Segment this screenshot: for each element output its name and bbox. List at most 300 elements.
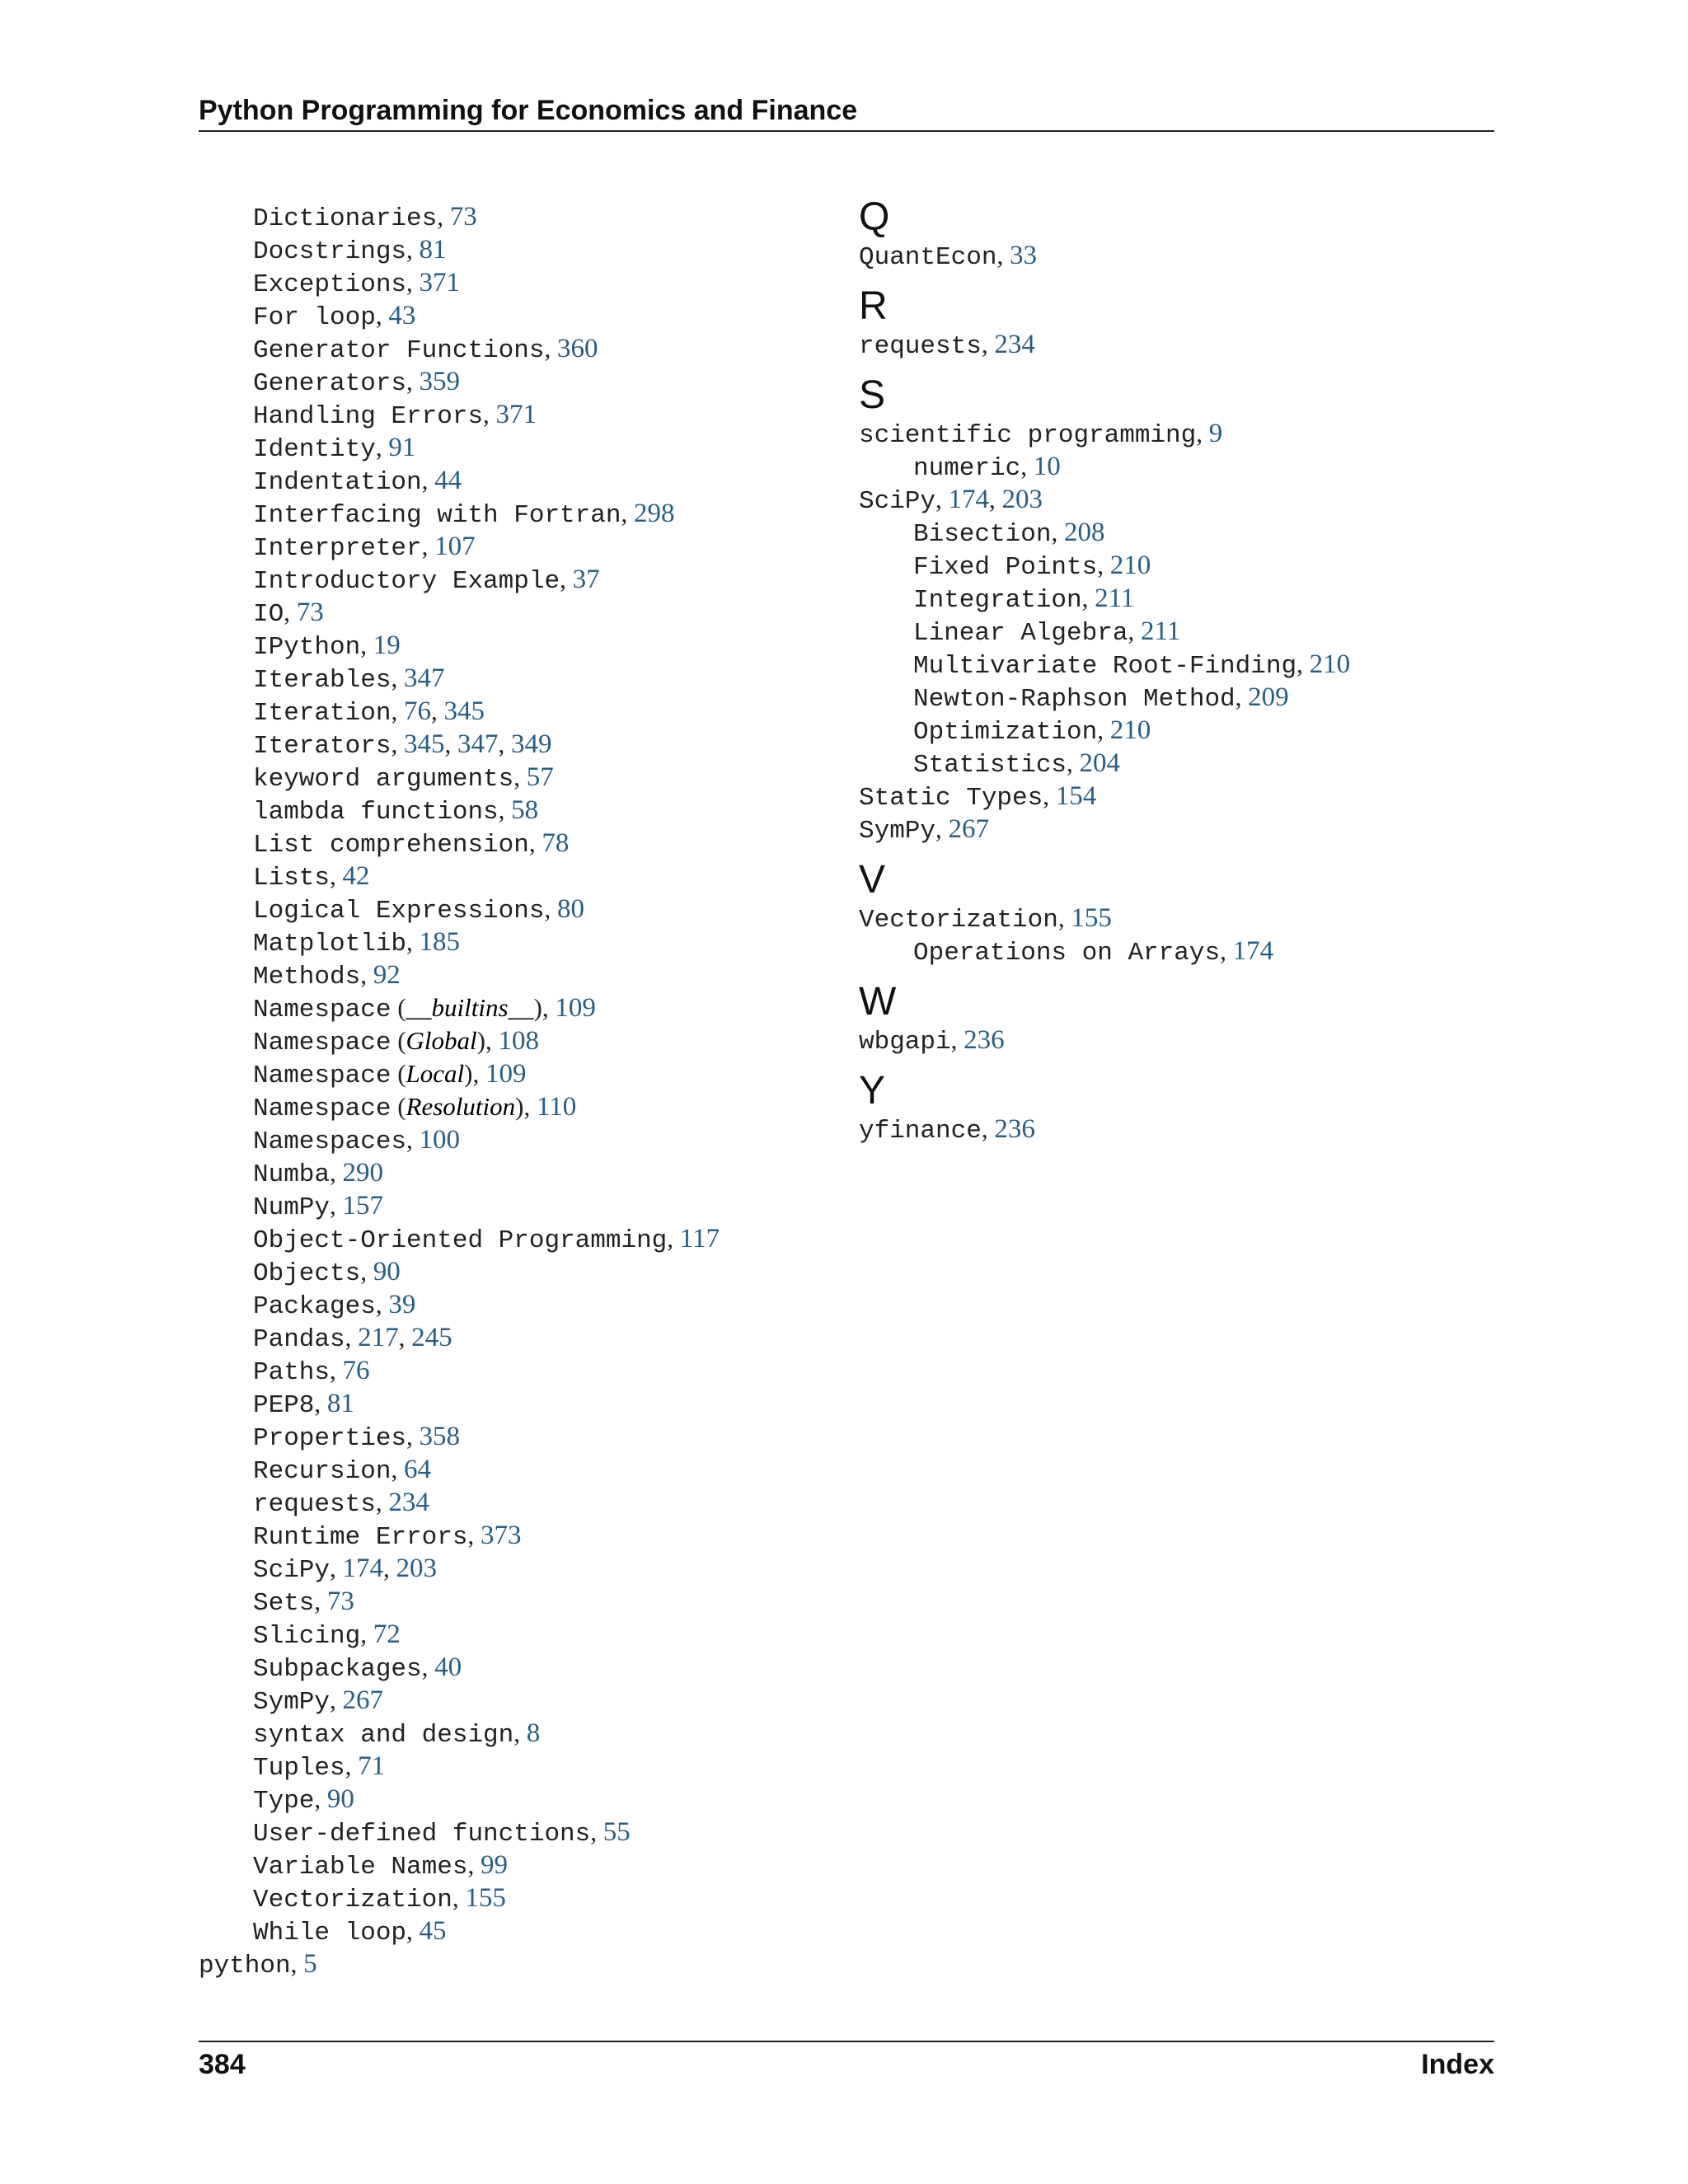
- index-term: Slicing: [253, 1622, 361, 1651]
- index-term: Namespace: [253, 1062, 392, 1090]
- index-letter-heading: V: [859, 858, 886, 902]
- page-link[interactable]: 45: [419, 1916, 447, 1946]
- page-references: [284, 598, 324, 626]
- page-link[interactable]: 117: [679, 1224, 720, 1254]
- page-link[interactable]: 290: [342, 1158, 384, 1188]
- index-subentry: [199, 893, 720, 926]
- page-references: [422, 532, 476, 560]
- page-references: [544, 894, 584, 923]
- index-subentry: [199, 794, 720, 827]
- page-references: [360, 630, 401, 659]
- page-references: [406, 268, 460, 297]
- page-references: [467, 1850, 508, 1879]
- page-separator: ,: [406, 1916, 420, 1945]
- page-separator: ,: [391, 696, 404, 725]
- index-term: Paths: [253, 1358, 331, 1387]
- page-references: [1236, 682, 1289, 711]
- index-term: requests: [859, 332, 982, 361]
- page-separator: ,: [406, 927, 420, 956]
- index-term: Interpreter: [253, 534, 422, 563]
- index-term: Interfacing with Fortran: [253, 501, 621, 530]
- page-references: [314, 1784, 354, 1813]
- page-link[interactable]: 345: [403, 729, 445, 759]
- page-link[interactable]: 39: [388, 1290, 416, 1319]
- page-references: [467, 1521, 521, 1549]
- page-references: [422, 466, 462, 494]
- page-references: [360, 960, 401, 989]
- qualifier-close-paren: ): [515, 1092, 524, 1121]
- page-references: [590, 1817, 631, 1846]
- index-subentry: [199, 464, 720, 497]
- page-link[interactable]: 236: [964, 1025, 1005, 1055]
- page-link[interactable]: 347: [457, 729, 499, 759]
- page-separator: ,: [485, 1026, 499, 1055]
- page-link[interactable]: 345: [443, 696, 485, 726]
- index-subentry: [199, 233, 720, 266]
- index-term: Type: [253, 1787, 315, 1816]
- index-term: Namespaces: [253, 1127, 407, 1156]
- index-term: numeric: [913, 454, 1021, 483]
- page-separator: ,: [1051, 518, 1064, 546]
- page-separator: ,: [544, 894, 557, 923]
- index-subentry: [199, 398, 720, 431]
- index-subentry: [199, 1684, 720, 1717]
- page-link[interactable]: 347: [403, 663, 445, 693]
- index-subentry: [199, 530, 720, 563]
- page-separator: ,: [542, 993, 556, 1022]
- index-subentry: [199, 596, 720, 629]
- index-entry: [859, 780, 1350, 813]
- index-term: python: [199, 1952, 291, 1980]
- index-term: Sets: [253, 1589, 315, 1618]
- index-subentry: [199, 860, 720, 893]
- page-separator: ,: [467, 1850, 481, 1879]
- index-term: SciPy: [253, 1556, 331, 1585]
- page-separator: ,: [544, 334, 557, 363]
- page-link[interactable]: 78: [542, 828, 570, 858]
- page-references: [406, 1125, 460, 1154]
- index-term: Logical Expressions: [253, 897, 545, 926]
- page-references: [291, 1949, 317, 1978]
- index-subentry: [199, 1288, 720, 1321]
- index-term: SciPy: [859, 487, 936, 516]
- page-references: [360, 1257, 401, 1286]
- page-separator: ,: [513, 762, 527, 791]
- index-subentry: [199, 1420, 720, 1453]
- page-separator: ,: [590, 1817, 603, 1846]
- page-link[interactable]: 72: [373, 1619, 401, 1649]
- index-term: Methods: [253, 963, 361, 991]
- page-references: [1051, 518, 1104, 546]
- page-link[interactable]: 373: [480, 1521, 522, 1550]
- index-term: Dictionaries: [253, 204, 438, 233]
- page-separator: ,: [523, 1092, 537, 1121]
- index-entry: [859, 239, 1350, 272]
- index-entry: [859, 483, 1350, 516]
- index-term: Newton-Raphson Method: [913, 685, 1236, 714]
- page-link[interactable]: 267: [342, 1685, 384, 1715]
- page-separator: ,: [314, 1784, 327, 1813]
- page-separator: ,: [989, 485, 1002, 513]
- page-references: [406, 1422, 460, 1451]
- page-separator: ,: [345, 1323, 359, 1352]
- index-entry: [859, 1024, 1350, 1057]
- page-separator: ,: [498, 729, 511, 758]
- page-references: [391, 1455, 431, 1483]
- qualifier-close-paren: ): [464, 1059, 473, 1088]
- page-separator: ,: [406, 235, 420, 264]
- page-link[interactable]: 90: [373, 1257, 401, 1286]
- page-link[interactable]: 76: [342, 1356, 370, 1385]
- page-link[interactable]: 208: [1063, 518, 1105, 547]
- page-references: [529, 828, 570, 857]
- index-subentry: [199, 662, 720, 695]
- page-separator: ,: [360, 1619, 373, 1648]
- page-link[interactable]: 234: [388, 1488, 429, 1517]
- page-link[interactable]: 81: [419, 235, 447, 265]
- page-references: [314, 1389, 354, 1418]
- page-link[interactable]: 154: [1055, 781, 1097, 811]
- page-link[interactable]: 109: [485, 1059, 527, 1089]
- page-references: [667, 1224, 720, 1253]
- index-term: Packages: [253, 1292, 376, 1321]
- page-references: [376, 1290, 416, 1319]
- page-references: [437, 202, 477, 231]
- page-link[interactable]: 99: [480, 1850, 508, 1880]
- index-subentry: [199, 991, 720, 1024]
- page-link[interactable]: 81: [326, 1389, 354, 1418]
- index-term: Objects: [253, 1259, 361, 1288]
- page-references: [452, 1883, 506, 1912]
- page-separator: ,: [330, 1356, 343, 1385]
- page-separator: ,: [1081, 583, 1095, 612]
- index-subentry: [199, 728, 720, 761]
- page-references: [935, 485, 1043, 513]
- page-references: [621, 499, 674, 527]
- page-link[interactable]: 360: [556, 334, 598, 363]
- page-link[interactable]: 185: [419, 927, 461, 957]
- index-letter-heading: S: [859, 373, 886, 417]
- page-link[interactable]: 58: [511, 795, 539, 825]
- page-link[interactable]: 44: [434, 466, 462, 495]
- index-subentry: [859, 615, 1350, 648]
- qualifier-open-paren: (: [391, 1092, 406, 1121]
- page-references: [523, 1092, 576, 1121]
- index-subentry: [199, 563, 720, 596]
- page-references: [330, 1158, 383, 1187]
- page-link[interactable]: 210: [1109, 551, 1151, 580]
- index-right-column: [859, 190, 1350, 1159]
- page-link[interactable]: 371: [495, 400, 537, 429]
- index-subentry: [199, 1849, 720, 1882]
- index-letter-group: [859, 285, 1350, 361]
- page-separator: ,: [314, 1389, 327, 1418]
- index-subentry: [199, 1024, 720, 1057]
- index-term: Namespace: [253, 1094, 392, 1123]
- page-separator: ,: [360, 960, 373, 989]
- page-link[interactable]: 73: [326, 1586, 354, 1616]
- index-letter-heading: W: [859, 980, 897, 1024]
- page-separator: ,: [330, 1191, 343, 1220]
- page-separator: ,: [330, 1685, 343, 1714]
- index-term: yfinance: [859, 1117, 982, 1146]
- page-link[interactable]: 174: [948, 485, 990, 514]
- index-term: Generator Functions: [253, 336, 545, 365]
- page-references: [1220, 936, 1273, 965]
- page-separator: ,: [437, 202, 450, 231]
- page-separator: ,: [1057, 903, 1071, 932]
- page-link[interactable]: 371: [419, 268, 461, 298]
- index-subentry: [859, 935, 1350, 968]
- page-references: [391, 696, 485, 725]
- page-separator: ,: [284, 598, 297, 626]
- index-term: Recursion: [253, 1457, 392, 1486]
- index-subentry: [199, 761, 720, 794]
- page-references: [406, 927, 460, 956]
- index-subentry: [859, 549, 1350, 582]
- index-letter-group: [859, 196, 1350, 272]
- page-references: [472, 1059, 526, 1088]
- index-term: Introductory Example: [253, 567, 560, 596]
- index-subentry: [199, 1453, 720, 1486]
- index-subentry: [199, 332, 720, 365]
- index-term: Static Types: [859, 784, 1043, 813]
- index-letter-group: [859, 374, 1350, 846]
- page-link[interactable]: 71: [358, 1751, 386, 1781]
- index-letter-heading: R: [859, 284, 888, 328]
- page-separator: ,: [421, 1652, 435, 1681]
- page-link[interactable]: 204: [1079, 748, 1121, 778]
- page-link[interactable]: 267: [948, 814, 990, 844]
- page-link[interactable]: 211: [1140, 616, 1181, 646]
- page-references: [376, 301, 416, 330]
- index-entry: [859, 813, 1350, 846]
- page-separator: ,: [528, 828, 542, 857]
- page-references: [996, 241, 1037, 269]
- page-link[interactable]: 55: [603, 1817, 631, 1847]
- page-references: [1020, 452, 1061, 480]
- page-references: [391, 663, 444, 692]
- index-term: Handling Errors: [253, 402, 484, 431]
- page-link[interactable]: 92: [373, 960, 401, 990]
- page-references: [513, 762, 554, 791]
- index-subentry: [199, 1255, 720, 1288]
- page-link[interactable]: 217: [358, 1323, 399, 1352]
- page-separator: ,: [513, 1718, 527, 1747]
- index-subentry: [199, 431, 720, 464]
- page-references: [406, 235, 447, 264]
- page-references: [376, 1488, 429, 1516]
- page-separator: ,: [406, 268, 420, 297]
- index-subentry: [199, 1222, 720, 1255]
- page-separator: ,: [360, 630, 373, 659]
- index-subentry: [199, 1090, 720, 1123]
- index-subentry: [199, 1189, 720, 1222]
- page-link[interactable]: 358: [419, 1422, 461, 1451]
- page-separator: ,: [383, 1554, 396, 1582]
- page-separator: ,: [375, 1488, 389, 1516]
- index-term: Iteration: [253, 699, 392, 728]
- page-references: [951, 1025, 1005, 1054]
- page-link[interactable]: 107: [434, 532, 476, 561]
- page-link[interactable]: 203: [396, 1554, 438, 1583]
- index-qualifier: Local: [406, 1059, 465, 1088]
- index-subentry: [199, 1057, 720, 1090]
- page-link[interactable]: 174: [342, 1554, 384, 1583]
- page-link[interactable]: 33: [1009, 241, 1037, 270]
- page-references: [360, 1619, 401, 1648]
- index-entry: [859, 328, 1350, 361]
- page-references: [1097, 551, 1151, 579]
- page-references: [422, 1652, 462, 1681]
- page-references: [1196, 419, 1222, 448]
- page-link[interactable]: 76: [403, 696, 431, 726]
- qualifier-open-paren: (: [391, 1026, 406, 1055]
- page-link[interactable]: 359: [419, 367, 461, 396]
- page-separator: ,: [621, 499, 634, 527]
- page-link[interactable]: 349: [510, 729, 552, 759]
- page-link[interactable]: 245: [411, 1323, 452, 1352]
- page-link[interactable]: 57: [526, 762, 554, 792]
- page-references: [314, 1586, 354, 1615]
- page-link[interactable]: 8: [526, 1718, 541, 1748]
- index-term: NumPy: [253, 1193, 331, 1222]
- page-link[interactable]: 236: [994, 1114, 1035, 1144]
- index-subentry: [859, 714, 1350, 747]
- page-link[interactable]: 5: [303, 1949, 317, 1979]
- page-link[interactable]: 19: [373, 630, 401, 660]
- page-link[interactable]: 157: [342, 1191, 384, 1221]
- page-link[interactable]: 73: [449, 202, 477, 232]
- page-references: [982, 330, 1035, 359]
- page-separator: ,: [483, 400, 496, 429]
- page-separator: ,: [398, 1323, 412, 1352]
- index-subentry: [199, 1783, 720, 1816]
- index-qualifier: Global: [406, 1026, 477, 1055]
- page-link[interactable]: 155: [1071, 903, 1112, 933]
- page-references: [1082, 583, 1135, 612]
- page-separator: ,: [452, 1883, 466, 1912]
- page-link[interactable]: 42: [342, 861, 370, 891]
- page-link[interactable]: 73: [296, 598, 324, 627]
- page-references: [1296, 649, 1350, 678]
- index-term: Iterators: [253, 732, 392, 761]
- page-references: [330, 1356, 370, 1385]
- index-term: IPython: [253, 633, 361, 662]
- page-link[interactable]: 37: [572, 565, 600, 594]
- index-subentry: [199, 1882, 720, 1915]
- index-term: Operations on Arrays: [913, 939, 1221, 968]
- index-term: lambda functions: [253, 798, 499, 827]
- index-entry: [199, 1947, 720, 1980]
- page-link[interactable]: 9: [1208, 419, 1223, 448]
- index-letter-group: [859, 981, 1350, 1057]
- index-subentry: [199, 1387, 720, 1420]
- index-term: requests: [253, 1490, 376, 1519]
- index-term: Indentation: [253, 468, 422, 497]
- page-separator: ,: [935, 485, 949, 513]
- index-term: Properties: [253, 1424, 407, 1453]
- page-link[interactable]: 155: [465, 1883, 506, 1913]
- page-separator: ,: [667, 1224, 680, 1253]
- page-separator: ,: [950, 1025, 964, 1054]
- page-references: [513, 1718, 540, 1747]
- page-separator: ,: [375, 433, 389, 462]
- page-separator: ,: [444, 729, 457, 758]
- page-link[interactable]: 108: [498, 1026, 539, 1056]
- page-link[interactable]: 203: [1001, 485, 1043, 514]
- page-separator: ,: [391, 663, 404, 692]
- index-term: User-defined functions: [253, 1820, 591, 1849]
- index-subentry: [199, 365, 720, 398]
- page-link[interactable]: 209: [1248, 682, 1289, 712]
- index-subentry: [199, 266, 720, 299]
- page-link[interactable]: 298: [633, 499, 675, 528]
- index-term: Vectorization: [859, 906, 1058, 935]
- page-separator: ,: [330, 1554, 343, 1582]
- page-references: [483, 400, 537, 429]
- page-link[interactable]: 10: [1033, 452, 1061, 481]
- index-left-column: [199, 200, 720, 1980]
- index-term: wbgapi: [859, 1028, 951, 1057]
- index-subentry: [199, 1816, 720, 1849]
- index-term: Variable Names: [253, 1853, 468, 1882]
- page-link[interactable]: 110: [536, 1092, 577, 1122]
- index-term: Integration: [913, 586, 1082, 615]
- index-term: Bisection: [913, 520, 1052, 549]
- index-term: Linear Algebra: [913, 619, 1128, 648]
- page-references: [1043, 781, 1096, 810]
- page-separator: ,: [1097, 551, 1110, 579]
- page-references: [345, 1751, 386, 1780]
- page-references: [485, 1026, 539, 1055]
- index-subentry: [199, 1651, 720, 1684]
- page-link[interactable]: 174: [1232, 936, 1274, 966]
- page-separator: ,: [391, 1455, 404, 1483]
- index-entry: [859, 902, 1350, 935]
- index-term: Vectorization: [253, 1886, 452, 1915]
- page-references: [1058, 903, 1112, 932]
- page-references: [935, 814, 989, 843]
- page-link[interactable]: 43: [388, 301, 416, 330]
- page-references: [1067, 748, 1120, 777]
- page-link[interactable]: 234: [994, 330, 1035, 359]
- index-subentry: [199, 1123, 720, 1156]
- page-link[interactable]: 64: [403, 1455, 431, 1484]
- page-separator: ,: [1235, 682, 1249, 711]
- page-link[interactable]: 210: [1109, 715, 1151, 745]
- page-link[interactable]: 91: [388, 433, 416, 462]
- index-term: Numba: [253, 1160, 331, 1189]
- page-link[interactable]: 80: [556, 894, 584, 924]
- index-term: Exceptions: [253, 270, 407, 299]
- page-separator: ,: [330, 861, 343, 890]
- page-link[interactable]: 211: [1095, 583, 1135, 613]
- index-term: Multivariate Root-Finding: [913, 652, 1297, 681]
- page-link[interactable]: 100: [419, 1125, 461, 1155]
- index-subentry: [199, 629, 720, 662]
- page-separator: ,: [1128, 616, 1141, 645]
- index-subentry: [859, 450, 1350, 483]
- page-link[interactable]: 210: [1309, 649, 1351, 679]
- index-term: keyword arguments: [253, 765, 514, 794]
- index-term: Namespace: [253, 996, 392, 1024]
- page-link[interactable]: 90: [326, 1784, 354, 1814]
- index-subentry: [199, 1750, 720, 1783]
- page-link[interactable]: 109: [555, 993, 596, 1023]
- index-subentry: [199, 1354, 720, 1387]
- page-link[interactable]: 40: [434, 1652, 462, 1682]
